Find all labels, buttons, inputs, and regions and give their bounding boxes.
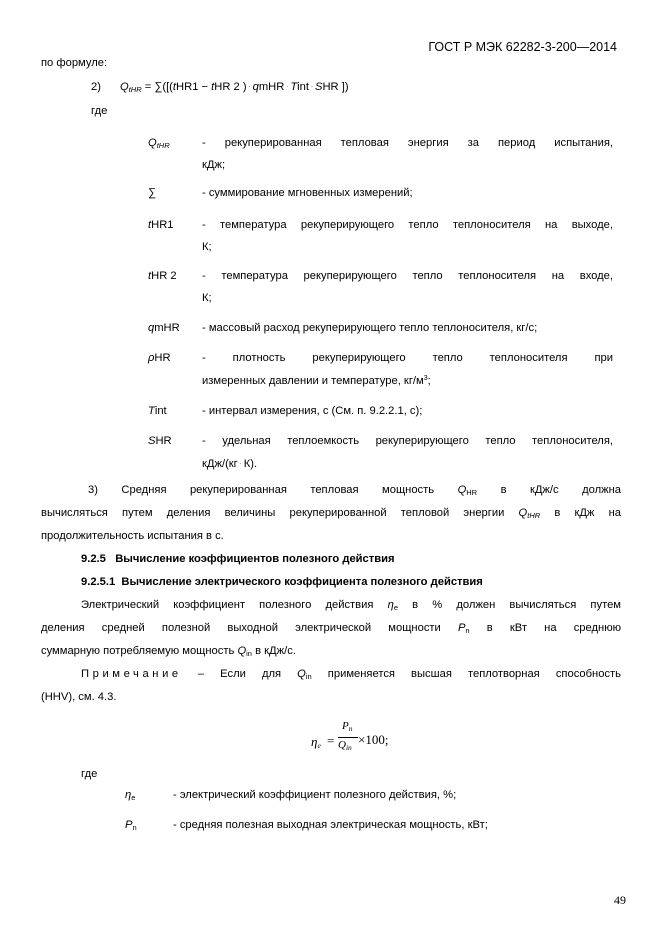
def-text-cont: кДж/(кг · К). bbox=[202, 458, 258, 470]
eq-numerator: $P_n$ bbox=[342, 720, 353, 733]
section-heading-9-2-5: 9.2.5 Вычисление коэффициентов полезного действия bbox=[81, 553, 395, 565]
def-text-cont: кДж; bbox=[202, 159, 226, 171]
def-symbol: ρHR bbox=[148, 352, 171, 364]
page-number: 49 bbox=[614, 893, 626, 907]
para-electric-line-3: суммарную потребляемую мощность $Q_{in}$ в кДж/с. bbox=[41, 645, 296, 658]
def-text: - массовый расход рекуперирующего тепло теплоносителя, кг/с; bbox=[202, 322, 538, 334]
eq-equals: = bbox=[327, 733, 335, 748]
def-symbol: $\eta_e$ bbox=[125, 789, 136, 802]
def-text-cont: К; bbox=[202, 241, 212, 253]
def-text: - суммирование мгновенных измерений; bbox=[202, 187, 413, 199]
def-text: - интервал измерения, с (См. п. 9.2.2.1, с); bbox=[202, 405, 423, 417]
formula-2-number: 2) bbox=[91, 81, 101, 93]
note-line-1: Примечание – Если для $Q_{in}$ применяется высшая теплотворная способность bbox=[81, 668, 621, 681]
note-line-2: (HHV), см. 4.3. bbox=[41, 691, 117, 703]
para-electric-line-2: деления средней полезной выходной электрической мощности $P_n$ в кВт на среднюю bbox=[41, 622, 621, 635]
def-symbol: Tint bbox=[148, 405, 167, 417]
def-symbol: ∑ bbox=[148, 187, 156, 199]
def-text: - электрический коэффициент полезного действия, %; bbox=[173, 789, 457, 801]
def-text: - рекуперированная тепловая энергия за период испытания, bbox=[202, 137, 613, 149]
section-heading-9-2-5-1: 9.2.5.1 Вычисление электрического коэффициента полезного действия bbox=[81, 576, 483, 588]
def-symbol: SHR bbox=[148, 435, 172, 447]
eq-fraction-bar bbox=[338, 737, 358, 738]
para-3-line-1: 3) Средняя рекуперированная тепловая мощность $Q_{HR}$ в кДж/с должна bbox=[88, 484, 621, 497]
def-symbol: qmHR bbox=[148, 322, 180, 334]
def-symbol: $P_n$ bbox=[125, 819, 137, 832]
para-3-line-3: продолжительность испытания в с. bbox=[41, 530, 224, 542]
def-symbol: tHR 2 bbox=[148, 270, 177, 282]
def-text: - средняя полезная выходная электрическая мощность, кВт; bbox=[173, 819, 488, 831]
def-text: - удельная теплоемкость рекуперирующего тепло теплоносителя, bbox=[202, 435, 613, 447]
eq-denominator: $Q_{in}$ bbox=[338, 739, 352, 752]
eq-times-100: ×100; bbox=[358, 732, 389, 747]
where-label-1: где bbox=[91, 105, 108, 117]
para-electric-line-1: Электрический коэффициент полезного действия $\eta_e$ в % должен вычисляться путем bbox=[81, 599, 621, 612]
def-text-cont: измеренных давлении и температуре, $кг/м^3$; bbox=[202, 375, 431, 387]
eq-lhs: $\eta_e$ bbox=[311, 734, 321, 750]
def-text: - плотность рекуперирующего тепло теплоносителя при bbox=[202, 352, 613, 364]
def-symbol: $Q_{tHR}$ bbox=[148, 137, 170, 150]
document-standard-header: ГОСТ Р МЭК 62282-3-200—2014 bbox=[428, 40, 617, 54]
intro-text: по формуле: bbox=[41, 57, 108, 69]
formula-2: $Q_{tHR} = \sum([(tHR1$ − tHR 2 ) · qmHR · Tint · SHR ]) bbox=[120, 81, 349, 94]
def-symbol: tHR1 bbox=[148, 219, 174, 231]
para-3-line-2: вычисляться путем деления величины рекуперированной тепловой энергии $Q_{tHR}$ в кДж на bbox=[41, 507, 622, 520]
def-text: - температура рекуперирующего тепло теплоносителя на выходе, bbox=[202, 219, 613, 231]
def-text-cont: К; bbox=[202, 292, 212, 304]
def-text: - температура рекуперирующего тепло теплоносителя на входе, bbox=[202, 270, 613, 282]
where-label-2: где bbox=[81, 768, 98, 780]
